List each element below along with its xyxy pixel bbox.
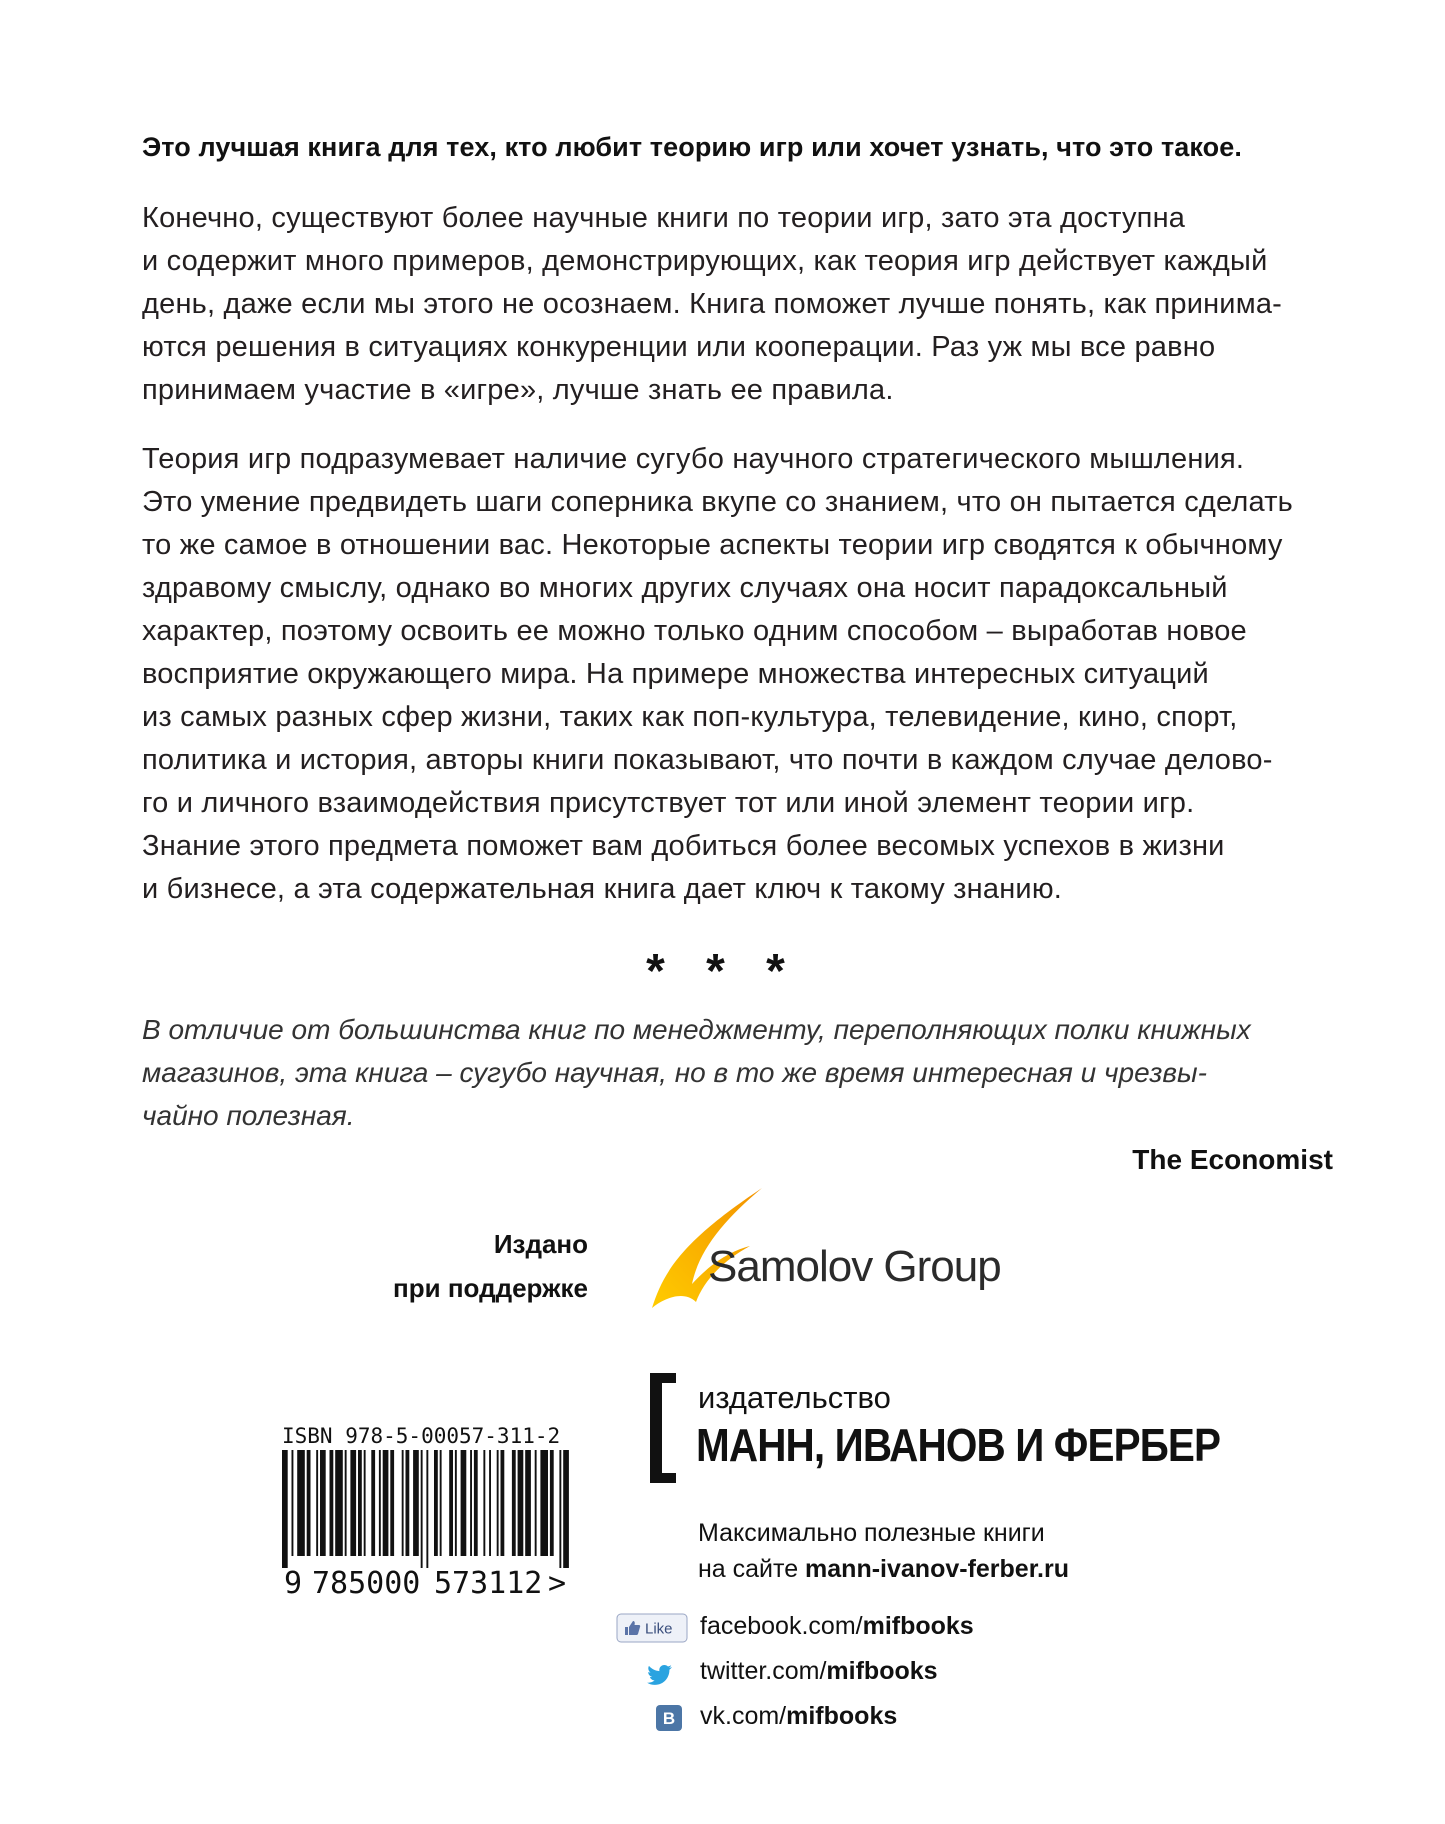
vk-handle: mifbooks	[786, 1702, 898, 1730]
barcode-bar	[390, 1450, 394, 1556]
text-line: политика и история, авторы книги показывают, что почти в каждом случае делово-	[142, 744, 1273, 776]
barcode-digit-group: 573112	[434, 1566, 543, 1601]
publisher-name: МАНН, ИВАНОВ И ФЕРБЕР	[696, 1419, 1221, 1471]
barcode-bar	[434, 1450, 438, 1556]
barcode-bar	[345, 1450, 347, 1556]
text-line: из самых разных сфер жизни, таких как поп-культура, телевидение, кино, спорт,	[142, 701, 1238, 733]
published-line: при поддержке	[393, 1273, 588, 1303]
barcode-bar	[292, 1450, 294, 1556]
barcode-bar	[455, 1450, 457, 1556]
barcode-bar	[413, 1450, 419, 1556]
publisher-tagline	[698, 1515, 1069, 1587]
bracket-logo-mark	[650, 1373, 678, 1483]
website-link[interactable]: mann-ivanov-ferber.ru	[805, 1555, 1069, 1583]
barcode-bar	[421, 1450, 423, 1568]
twitter-url[interactable]	[700, 1657, 938, 1686]
vk-domain: vk.com/	[700, 1702, 787, 1730]
text-line: то же самое в отношении вас. Некоторые аспекты теории игр сводятся к обычному	[142, 529, 1283, 561]
text-line: Это умение предвидеть шаги соперника вкупе со знанием, что он пытается сделать	[142, 486, 1293, 518]
text-line: го и личного взаимодействия присутствует тот или иной элемент теории игр.	[142, 787, 1195, 819]
barcode-bar	[483, 1450, 485, 1556]
barcode-bar	[379, 1450, 381, 1556]
barcode-bar	[550, 1450, 554, 1556]
sponsor-logo	[648, 1180, 1048, 1300]
text-line: характер, поэтому освоить ее можно только одним способом – выработав новое	[142, 615, 1247, 647]
barcode-bar	[371, 1450, 375, 1556]
barcode-bar	[525, 1450, 531, 1556]
barcode-bar	[563, 1450, 569, 1568]
barcode-bar	[307, 1450, 311, 1556]
barcode-digit-end: >	[548, 1566, 567, 1601]
text-line: принимаем участие в «игре», лучше знать ее правила.	[142, 374, 894, 406]
quote-line: магазинов, эта книга – сугубо научная, но в то же время интересная и чрезвы-	[142, 1057, 1207, 1088]
tagline-prefix: на сайте	[698, 1555, 806, 1583]
vk-icon	[616, 1703, 688, 1733]
facebook-url[interactable]	[700, 1612, 974, 1641]
paragraph-description	[142, 438, 1342, 911]
isbn-number: ISBN 978-5-00057-311-2	[282, 1424, 561, 1448]
publisher-subtitle: издательство	[698, 1380, 891, 1415]
barcode-bar	[358, 1450, 362, 1556]
published-line: Издано	[493, 1229, 588, 1259]
vk-badge-letter: В	[662, 1709, 676, 1728]
barcode-bar	[518, 1450, 524, 1556]
text-line: Конечно, существуют более научные книги по теории игр, зато эта доступна	[142, 202, 1186, 234]
barcode-bar	[497, 1450, 499, 1556]
text-line: восприятие окружающего мира. На примере множества интересных ситуаций	[142, 658, 1209, 690]
facebook-domain: facebook.com/	[700, 1612, 863, 1640]
twitter-handle: mifbooks	[826, 1657, 938, 1685]
barcode-bar	[282, 1450, 288, 1568]
text-line: день, даже если мы этого не осознаем. Книга поможет лучше понять, как принима-	[142, 288, 1283, 320]
barcode-bar	[402, 1450, 404, 1556]
text-line: и бизнесе, а эта содержательная книга дает ключ к такому знанию.	[142, 873, 1063, 905]
barcode	[282, 1450, 572, 1568]
quote-source: The Economist	[1132, 1144, 1333, 1175]
barcode-bar	[316, 1450, 318, 1556]
quote-line: В отличие от большинства книг по менеджменту, переполняющих полки книжных	[142, 1014, 1251, 1045]
barcode-bar	[364, 1450, 366, 1556]
review-quote	[142, 1008, 1342, 1137]
text-line: ются решения в ситуациях конкуренции или кооперации. Раз уж мы все равно	[142, 331, 1216, 363]
published-with-support	[360, 1222, 588, 1310]
barcode-bar	[470, 1450, 472, 1556]
barcode-bar	[461, 1450, 467, 1556]
paragraph-intro	[142, 197, 1342, 412]
barcode-bar	[297, 1450, 305, 1556]
barcode-bar	[449, 1450, 453, 1556]
barcode-bar	[406, 1450, 410, 1556]
sponsor-name: Samolov Group	[708, 1242, 1001, 1291]
twitter-bird-icon	[616, 1658, 688, 1688]
facebook-like-icon[interactable]	[616, 1613, 688, 1643]
barcode-digit-group: 785000	[312, 1566, 421, 1601]
barcode-bar	[440, 1450, 442, 1556]
barcode-bar	[320, 1450, 326, 1556]
barcode-bar	[335, 1450, 343, 1556]
barcode-bar	[501, 1450, 505, 1556]
text-line: здравому смыслу, однако во многих других случаях она носит парадоксальный	[142, 572, 1228, 604]
barcode-bar	[512, 1450, 516, 1556]
section-separator: * * *	[646, 945, 799, 998]
barcode-bar	[489, 1450, 491, 1556]
barcode-bar	[559, 1450, 561, 1568]
barcode-bar	[350, 1450, 356, 1556]
barcode-bar	[330, 1450, 334, 1556]
tagline-line: Максимально полезные книги	[698, 1519, 1045, 1547]
vk-url[interactable]	[700, 1702, 897, 1731]
barcode-bar	[535, 1450, 537, 1556]
quote-line: чайно полезная.	[142, 1100, 355, 1131]
barcode-bar	[383, 1450, 389, 1556]
text-line: Знание этого предмета поможет вам добиться более весомых успехов в жизни	[142, 830, 1225, 862]
text-line: и содержит много примеров, демонстрирующих, как теория игр действует каждый	[142, 245, 1268, 277]
barcode-bar	[540, 1450, 548, 1556]
barcode-bar	[426, 1450, 428, 1568]
like-label: Like	[645, 1620, 673, 1638]
barcode-bar	[474, 1450, 478, 1556]
lead-sentence: Это лучшая книга для тех, кто любит теорию игр или хочет узнать, что это такое.	[142, 132, 1242, 162]
text-line: Теория игр подразумевает наличие сугубо научного стратегического мышления.	[142, 443, 1245, 475]
tagline-line	[698, 1551, 1069, 1587]
facebook-handle: mifbooks	[862, 1612, 974, 1640]
twitter-domain: twitter.com/	[700, 1657, 827, 1685]
barcode-digit-lead: 9	[284, 1566, 303, 1601]
